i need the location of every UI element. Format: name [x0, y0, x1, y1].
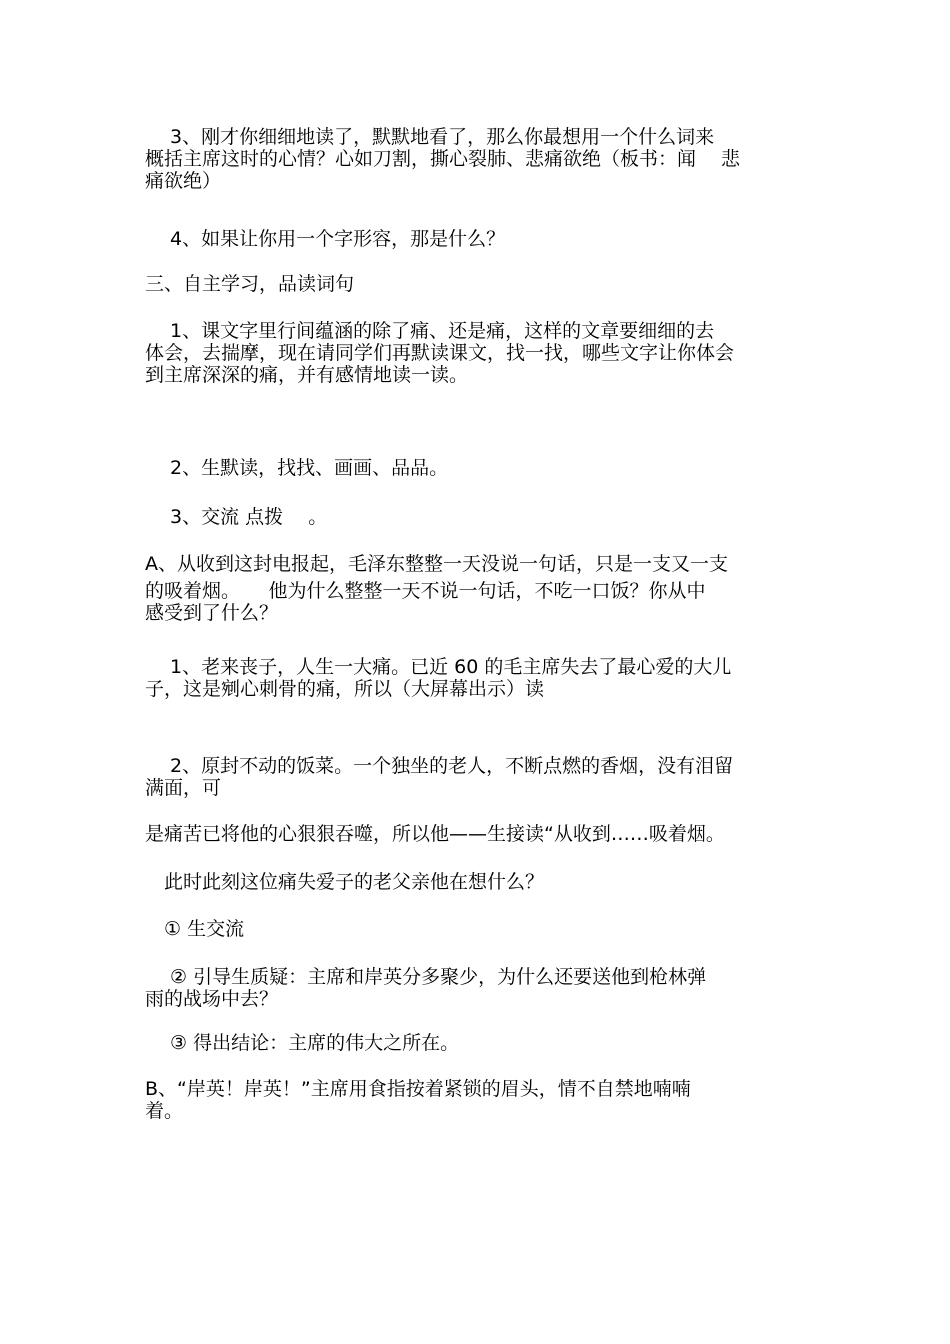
text-line: ③ 得出结论：主席的伟大之所在。: [145, 1032, 460, 1054]
paragraph-step-1: [145, 320, 825, 386]
text-line: 此时此刻这位痛失爱子的老父亲他在想什么？: [145, 871, 545, 893]
paragraph-section-a: [145, 553, 825, 624]
text-line: 3、交流 点拨 。: [145, 506, 328, 528]
text-line: 痛欲绝）: [145, 170, 222, 192]
text-line: 满面，可: [145, 777, 222, 799]
text-line: 1、老来丧子，人生一大痛。已近 60 的毛主席失去了最心爱的大儿: [145, 656, 732, 678]
text-line: 的吸着烟。 他为什么整整一天不说一句话，不吃一口饭？你从中: [145, 580, 706, 602]
text-line: 三、自主学习，品读词句: [145, 273, 355, 295]
paragraph-sub-3: [145, 1032, 825, 1054]
text-line: 体会，去揣摩，现在请同学们再默读课文，找一找，哪些文字让你体会: [145, 342, 735, 364]
paragraph-question-3: [145, 126, 825, 192]
paragraph-step-2: [145, 457, 825, 479]
paragraph-question-father: [145, 871, 825, 893]
text-line: 2、生默读，找找、画画、品品。: [145, 457, 449, 479]
text-line: 概括主席这时的心情？心如刀割，撕心裂肺、悲痛欲绝（板书：闻 悲: [145, 148, 741, 170]
paragraph-question-4: [145, 228, 825, 250]
text-line: ② 引导生质疑：主席和岸英分多聚少，为什么还要送他到枪林弹: [145, 966, 707, 988]
text-line: 1、课文字里行间蕴涵的除了痛、还是痛，这样的文章要细细的去: [145, 320, 715, 342]
text-line: 雨的战场中去？: [145, 988, 279, 1010]
text-line: 到主席深深的痛，并有感情地读一读。: [145, 364, 469, 386]
text-line: B、“岸英！岸英！”主席用食指按着紧锁的眉头，情不自禁地喃喃: [145, 1078, 691, 1100]
text-line: A、从收到这封电报起，毛泽东整整一天没说一句话，只是一支又一支: [145, 553, 728, 575]
paragraph-section-b: [145, 1078, 825, 1122]
text-line: 4、如果让你用一个字形容，那是什么？: [145, 228, 506, 250]
paragraph-sub-1: [145, 918, 825, 940]
text-line: 感受到了什么？: [145, 602, 279, 624]
text-line: 2、原封不动的饭菜。一个独坐的老人，不断点燃的香烟，没有泪留: [145, 755, 734, 777]
text-line: 是痛苦已将他的心狠狠吞噬，所以他——生接读“从收到……吸着烟。: [145, 823, 725, 845]
paragraph-step-3: [145, 506, 825, 528]
text-line: 着。: [145, 1100, 184, 1122]
paragraph-point-2: [145, 755, 825, 799]
paragraph-point-2-continued: [145, 823, 825, 845]
text-line: ① 生交流: [145, 918, 245, 940]
section-heading-3: [145, 273, 825, 295]
text-line: 3、刚才你细细地读了，默默地看了，那么你最想用一个什么词来: [145, 126, 715, 148]
paragraph-sub-2: [145, 966, 825, 1010]
text-line: 子，这是剜心刺骨的痛，所以（大屏幕出示）读: [145, 678, 545, 700]
paragraph-point-1: [145, 656, 825, 700]
